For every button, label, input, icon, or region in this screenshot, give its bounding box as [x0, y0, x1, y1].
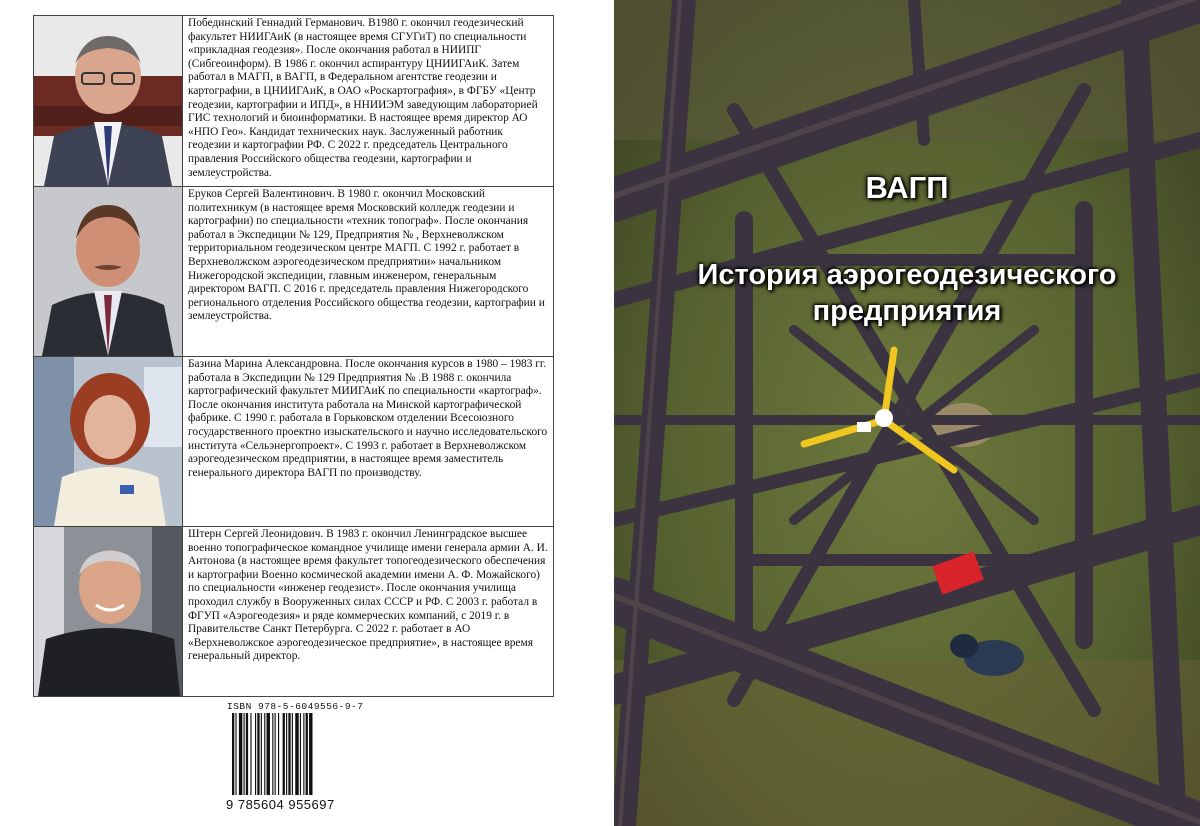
author-row: [34, 527, 554, 697]
portrait-photo-icon: [34, 357, 182, 526]
front-cover: [614, 0, 1200, 826]
portrait-photo-icon: [34, 527, 182, 696]
author-photo-cell: [34, 187, 183, 357]
author-bio: Побединский Геннадий Германович. В1980 г. окончил геодезический факультет НИИГАиК (в настоящее время СГУГиТ) по специальности «прикладная геодезия». После окончания работал в НИИПГ (Сибгеоинформ). В 1986 г. окончил аспирантуру ЦНИИГАиК. Затем работал в МАГП, в ВАГП, в Федеральном агентстве геодезии и картографии, в ЦНИИГАиК, в ОАО «Роскартография», в ФГБУ «Центр геодезии, картографии и ИПД», в ННИИЭМ заведующим лабораторией ГИС технологий и биоинформатики. В настоящее время директор АО «НПО Гео». Кандидат технических наук. Заслуженный работник геодезии и картографии РФ. С 2022 г. председатель Центрального правления Российского общества геодезии, картографии и землеустройства.: [183, 16, 554, 187]
author-bio: Штерн Сергей Леонидович. В 1983 г. окончил Ленинградское высшее военно топографическое командное училище имени генерала армии А. И. Антонова (в настоящее время факультет топогеодезического обеспечения и картографии Военно космической академии имени А. Ф. Можайского) по специальности «инженер геодезист». После окончания училища проходил службу в Вооруженных силах СССР и РФ. С 2003 г. работал в ФГУП «Аэрогеодезия» и ряде коммерческих компаний, с 2019 г. в Правительстве Санкт Петербурга. С 2022 г. работает в АО «Верхневолжское аэрогеодезическое предприятие», в настоящее время генеральный директор.: [183, 527, 554, 697]
author-row: [34, 357, 554, 527]
cover-subtitle: [614, 257, 1200, 329]
author-photo-cell: [34, 357, 183, 527]
isbn-label: ISBN 978-5-6049556-9-7: [227, 701, 364, 712]
author-row: [34, 16, 554, 187]
cover-title: ВАГП: [865, 170, 949, 205]
author-photo-cell: [34, 16, 183, 187]
author-photo-cell: [34, 527, 183, 697]
authors-table: [33, 15, 554, 697]
author-bio: Базина Марина Александровна. После окончания курсов в 1980 – 1983 гг. работала в Экспедиции № 129 Предприятия № .В 1988 г. окончила картографический факультет МИИГАиК по специальности «картограф». После окончания института работала на Минской картографической фабрике. С 1990 г. работала в Горьковском отделении Всесоюзного государственного проектно изыскательского и научно исследовательского института «Сельэнергопроект». С 1993 г. работает в Верхневолжском аэрогеодезическом предприятии, в настоящее время заместитель генерального директора ВАГП по производству.: [183, 357, 554, 527]
author-row: [34, 187, 554, 357]
portrait-photo-icon: [34, 187, 182, 356]
cover-subtitle-line1: История аэрогеодезического: [697, 259, 1117, 291]
portrait-photo-icon: [34, 16, 182, 186]
cover-subtitle-line2: предприятия: [812, 295, 1002, 327]
author-bio: Еруков Сергей Валентинович. В 1980 г. окончил Московский политехникум (в настоящее время Московский колледж геодезии и картографии) по специальности «техник топограф». После окончания работал в Экспедиции № 129, Предприятия № , Верхневолжском территориальном геодезическом центре МАГП. С 1992 г. работает в Верхневолжском аэрогеодезическом предприятии» начальником Нижегородской экспедиции, главным инженером, генеральным директором ВАГП. С 2016 г. председатель правления Нижегородского регионального отделения Российского общества геодезии, картографии и землеустройства.: [183, 187, 554, 357]
barcode-digits: 9 785604 955697: [226, 797, 335, 812]
geodetic-tower-photo-icon: [614, 0, 1200, 826]
barcode-icon: [231, 713, 349, 795]
